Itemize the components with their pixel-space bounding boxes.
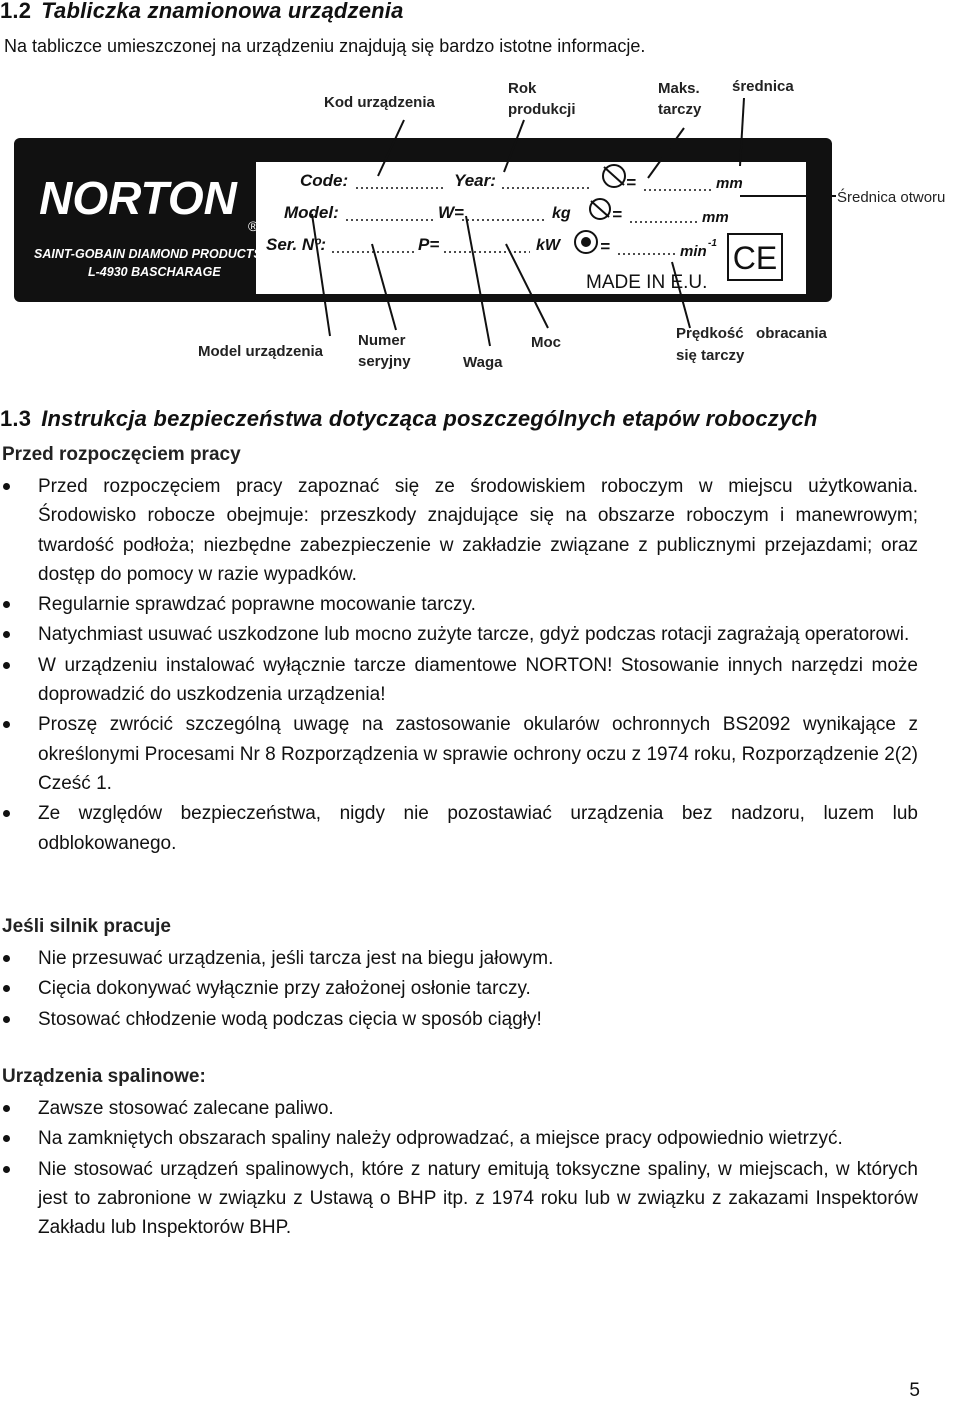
before-work-heading: Przed rozpoczęciem pracy (2, 444, 241, 465)
company-line-2: L-4930 BASCHARAGE (88, 265, 221, 279)
list-item: Cięcia dokonywać wyłącznie przy założonej osłonie tarczy. (0, 974, 918, 1003)
field-eq-1: = (626, 173, 636, 192)
field-unit-mm-1: mm (716, 175, 743, 192)
section-1-3-number: 1.3 (0, 406, 32, 431)
callout-year-1: Rok (508, 80, 537, 97)
field-unit-rpm: min (680, 243, 707, 260)
engine-running-list (0, 944, 918, 1035)
engine-running-heading: Jeśli silnik pracuje (2, 916, 171, 937)
list-item: Przed rozpoczęciem pracy zapoznać się ze środowiskiem roboczym w miejscu użytkowania. Środowisko robocze obejmuje: przeszkody znajdujące się na obszarze roboczym i manewrowym; twardość podłoża; niezbędne zabezpieczenie w zakładzie związane z publicznymi przejazdami; oraz dostęp do pomocy w razie wypadków. (0, 472, 918, 589)
list-item: Natychmiast usuwać uszkodzone lub mocno zużyte tarcze, gdyż podczas rotacji zagrażają operatorowi. (0, 620, 918, 649)
list-item: Regularnie sprawdzać poprawne mocowanie tarczy. (0, 590, 918, 619)
combustion-list (0, 1094, 918, 1243)
callout-year-2: produkcji (508, 101, 576, 118)
field-year-label: Year: (454, 171, 496, 190)
section-1-2-number: 1.2 (0, 0, 32, 23)
callout-speed-1: Prędkość obracania (676, 325, 827, 342)
section-1-2-heading (0, 0, 404, 24)
field-power-label: P= (418, 235, 440, 254)
list-item: W urządzeniu instalować wyłącznie tarcze diamentowe NORTON! Stosowanie innych narzędzi może doprowadzić do uszkodzenia urządzenia! (0, 651, 918, 710)
callout-serial-1: Numer (358, 332, 406, 349)
field-eq-3: = (600, 237, 610, 256)
field-code-label: Code: (300, 171, 349, 190)
callout-max-1: Maks. (658, 80, 700, 97)
callout-model: Model urządzenia (198, 343, 324, 360)
field-weight-unit: kg (552, 205, 571, 222)
made-in-eu: MADE IN E.U. (586, 272, 708, 293)
ce-mark: CE (732, 240, 778, 276)
list-item: Ze względów bezpieczeństwa, nigdy nie pozostawiać urządzenia bez nadzoru, luzem lub odblokowanego. (0, 799, 918, 858)
section-1-2-title: Tabliczka znamionowa urządzenia (41, 0, 404, 23)
field-eq-2: = (612, 205, 622, 224)
before-work-list (0, 472, 918, 859)
callout-max-2: tarczy (658, 101, 702, 118)
field-model-label: Model: (284, 203, 339, 222)
section-1-3-title: Instrukcja bezpieczeństwa dotycząca poszczególnych etapów roboczych (41, 406, 818, 431)
company-line-1: SAINT-GOBAIN DIAMOND PRODUCTS (34, 247, 262, 261)
field-power-unit: kW (536, 237, 560, 254)
field-serial-label: Ser. Nº: (266, 235, 327, 254)
section-1-2-lead: Na tabliczce umieszczonej na urządzeniu znajdują się bardzo istotne informacje. (4, 36, 646, 56)
list-item: Stosować chłodzenie wodą podczas cięcia w sposób ciągły! (0, 1005, 918, 1034)
list-item: Nie stosować urządzeń spalinowych, które z natury emitują toksyczne spaliny, w miejscach, w których jest to zabronione w związku z Ustawą o BHP itp. z 1974 roku lub w związku z zakazami Inspektorów Zakładu lub Inspektorów BHP. (0, 1155, 918, 1243)
list-item: Nie przesuwać urządzenia, jeśli tarcza jest na biegu jałowym. (0, 944, 918, 973)
nameplate-figure (0, 66, 960, 380)
combustion-heading: Urządzenia spalinowe: (2, 1066, 206, 1087)
callout-bore: Średnica otworu (837, 189, 946, 206)
registered-mark: ® (248, 218, 259, 234)
callout-diameter: średnica (732, 78, 794, 95)
field-unit-rpm-sup: -1 (708, 238, 717, 249)
norton-logo-text: NORTON (39, 172, 237, 224)
callout-code: Kod urządzenia (324, 94, 435, 111)
callout-power: Moc (531, 334, 561, 351)
list-item: Proszę zwrócić szczególną uwagę na zastosowanie okularów ochronnych BS2092 wynikające z określonymi Procesami Nr 8 Rozporządzenia w sprawie ochrony oczu z 1974 roku, Rozporządzenie 2(2) Cześć 1. (0, 710, 918, 798)
list-item: Zawsze stosować zalecane paliwo. (0, 1094, 918, 1123)
callout-serial-2: seryjny (358, 353, 411, 370)
callout-weight: Waga (463, 354, 503, 371)
callout-speed-2: się tarczy (676, 347, 745, 364)
section-1-3-heading (0, 406, 817, 432)
field-unit-mm-2: mm (702, 209, 729, 226)
list-item: Na zamkniętych obszarach spaliny należy odprowadzać, a miejsce pracy odpowiednio wietrzyć. (0, 1124, 918, 1153)
page-number: 5 (909, 1380, 920, 1401)
field-weight-label: W= (438, 203, 464, 222)
